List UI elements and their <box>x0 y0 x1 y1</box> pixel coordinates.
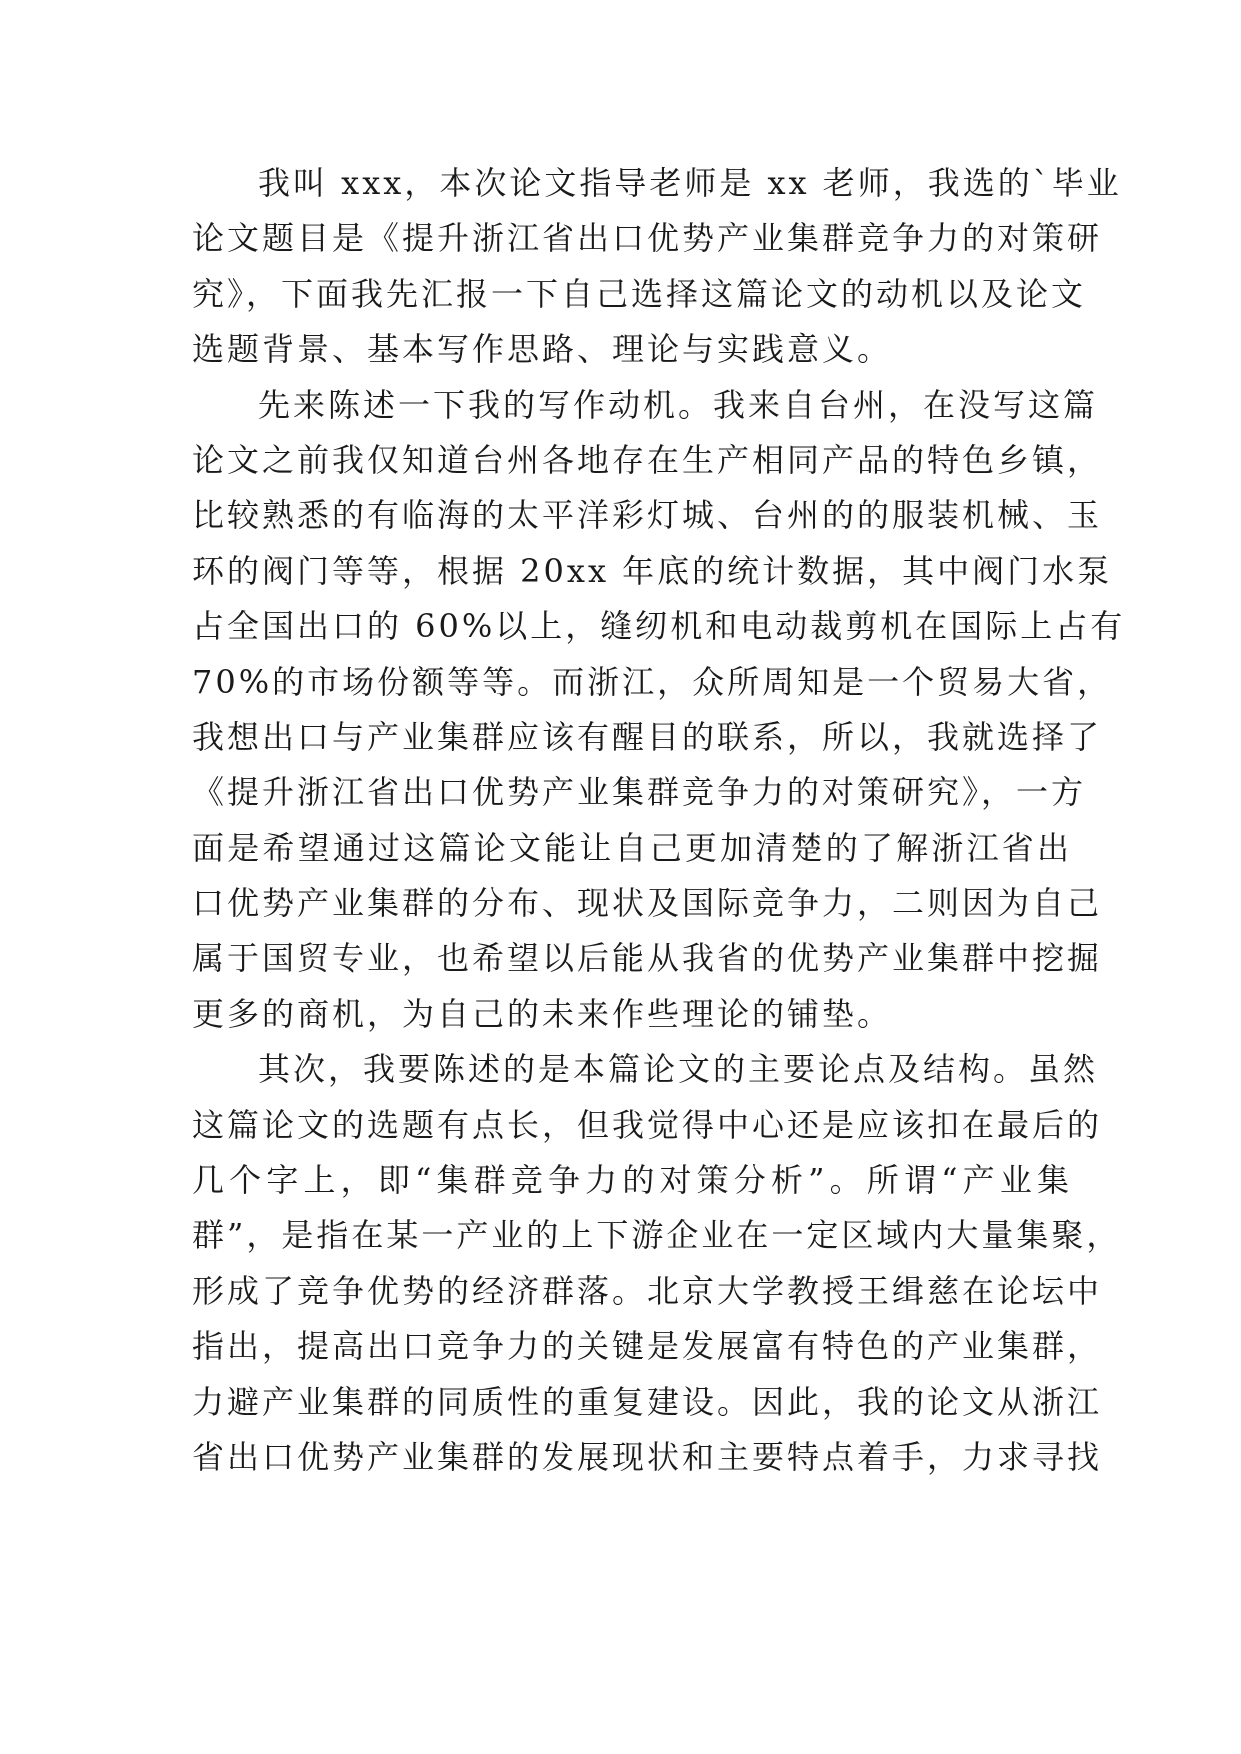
paragraph-3-line-4: 群”，是指在某一产业的上下游企业在一定区域内大量集聚， <box>192 1216 1122 1255</box>
paragraph-2-line-4: 环的阀门等等，根据 20xx 年底的统计数据，其中阀门水泵 <box>192 551 1113 590</box>
paragraph-1-line-2: 论文题目是《提升浙江省出口优势产业集群竞争力的对策研 <box>192 219 1103 258</box>
paragraph-2-line-6: 70%的市场份额等等。而浙江，众所周知是一个贸易大省， <box>192 662 1113 701</box>
paragraph-2-line-5: 占全国出口的 60%以上，缝纫机和电动裁剪机在国际上占有 <box>192 607 1126 646</box>
paragraph-3-line-5: 形成了竞争优势的经济群落。北京大学教授王缉慈在论坛中 <box>192 1271 1103 1310</box>
paragraph-1-line-3: 究》，下面我先汇报一下自己选择这篇论文的动机以及论文 <box>192 274 1087 313</box>
paragraph-2-line-7: 我想出口与产业集群应该有醒目的联系，所以，我就选择了 <box>192 717 1103 756</box>
paragraph-2-line-12: 更多的商机，为自己的未来作些理论的铺垫。 <box>192 994 893 1033</box>
paragraph-2-line-9: 面是希望通过这篇论文能让自己更加清楚的了解浙江省出 <box>192 828 1072 867</box>
paragraph-2-line-1: 先来陈述一下我的写作动机。我来自台州，在没写这篇 <box>258 385 1099 424</box>
paragraph-2-line-10: 口优势产业集群的分布、现状及国际竞争力，二则因为自己 <box>192 884 1103 923</box>
paragraph-2-line-11: 属于国贸专业，也希望以后能从我省的优势产业集群中挖掘 <box>192 939 1103 978</box>
paragraph-3-line-2: 这篇论文的选题有点长，但我觉得中心还是应该扣在最后的 <box>192 1105 1103 1144</box>
paragraph-3-line-8: 省出口优势产业集群的发展现状和主要特点着手，力求寻找 <box>192 1437 1103 1476</box>
paragraph-2-line-3: 比较熟悉的有临海的太平洋彩灯城、台州的的服装机械、玉 <box>192 496 1103 535</box>
paragraph-1-line-4: 选题背景、基本写作思路、理论与实践意义。 <box>192 330 893 369</box>
paragraph-3-line-6: 指出，提高出口竞争力的关键是发展富有特色的产业集群， <box>192 1327 1103 1366</box>
paragraph-1-line-1: 我叫 xxx，本次论文指导老师是 xx 老师，我选的`毕业 <box>258 164 1122 202</box>
paragraph-3-line-3: 几个字上，即“集群竞争力的对策分析”。所谓“产业集 <box>192 1161 1072 1200</box>
paragraph-2-line-2: 论文之前我仅知道台州各地存在生产相同产品的特色乡镇， <box>192 440 1103 479</box>
body-text <box>192 156 1126 1485</box>
paragraph-3-line-7: 力避产业集群的同质性的重复建设。因此，我的论文从浙江 <box>192 1382 1103 1421</box>
paragraph-3-line-1: 其次，我要陈述的是本篇论文的主要论点及结构。虽然 <box>258 1050 1099 1089</box>
paragraph-2-line-8: 《提升浙江省出口优势产业集群竞争力的对策研究》，一方 <box>192 773 1087 812</box>
